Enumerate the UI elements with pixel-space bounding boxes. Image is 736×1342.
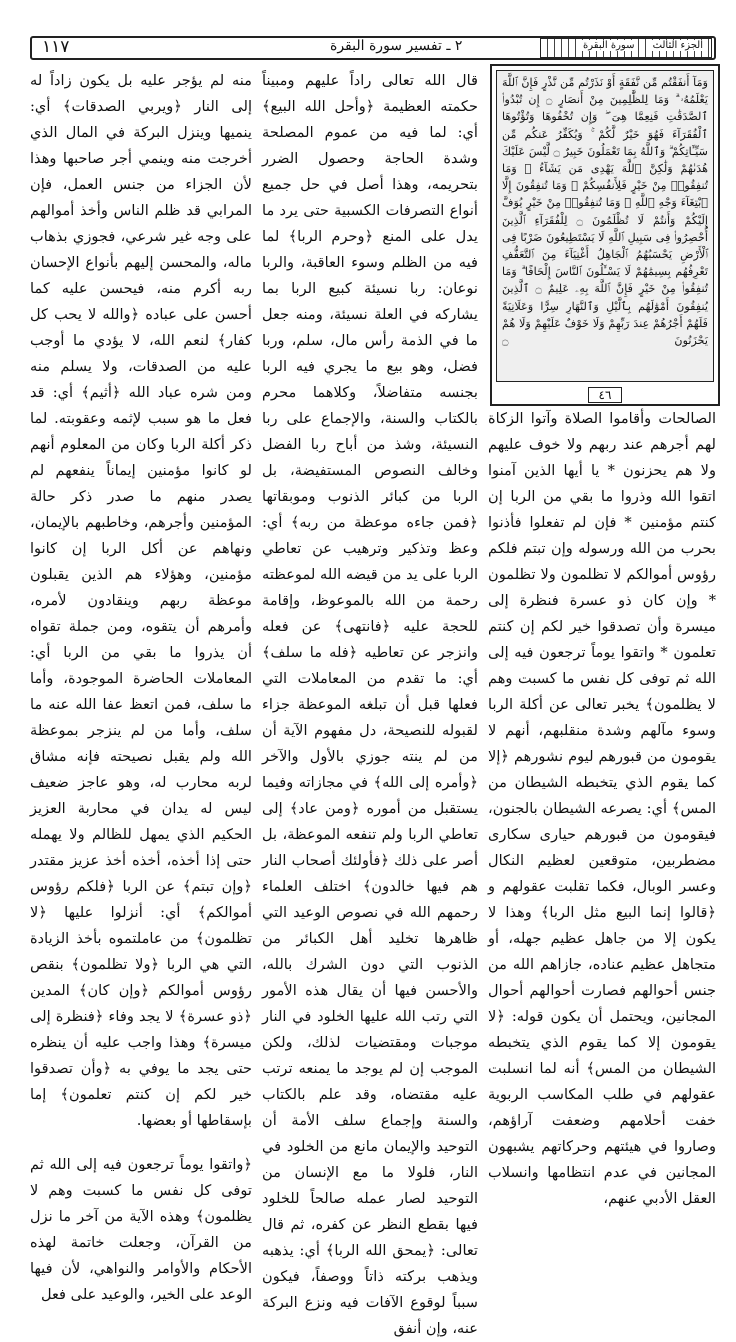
column-right-text: الصالحات وأقاموا الصلاة وآتوا الزكاة لهم أجرهم عند ربهم ولا خوف عليهم ولا هم يحزنون * يا أيها الذين آمنوا اتقوا الله وذروا ما بقي من الربا إن كنتم مؤمنين * فإن لم تفعلوا فأذنوا بحرب من الله ورسوله وإن تبتم فلكم رؤوس أموالكم لا تظلمون ولا تظلمون * وإن كان ذو عسرة فنظرة إلى ميسرة وأن تصدقوا خير لكم إن كنتم تعلمون * واتقوا يوماً ترجعون فيه إلى الله ثم توفى كل نفس ما كسبت وهم لا يظلمون﴾ يخبر تعالى عن أكلة الربا وسوء مآلهم وشدة منقلبهم، أنهم لا يقومون من قبورهم ليوم نشورهم ﴿إلا كما يقوم الذي يتخبطه الشيطان من المس﴾ أي: يصرعه الشيطان بالجنون، فيقومون من قبورهم حيارى سكارى مضطربين، متوقعين لعظيم النكال وعسر الوبال، فكما تقلبت عقولهم و ﴿قالوا إنما البيع مثل الربا﴾ وهذا لا يكون إلا من جاهل عظيم جهله، أو متجاهل عظيم عناده، جازاهم الله من جنس أحوالهم فصارت أحوالهم أحوال المجانين، ويحتمل أن يكون قوله: ﴿لا يقومون إلا كما يقوم الذي يتخبطه الشيطان من المس﴾ أنه لما انسلبت عقولهم في طلب المكاسب الربوية خفت أحلامهم وضعفت آراؤهم، وصاروا في هيئتهم وحركاتهم يشبهون المجانين في عدم انتظامها وانسلاب العقل الأدبي عنهم، <box>488 410 716 1207</box>
ornament-label-juz: الجزء الثالث <box>652 40 703 51</box>
quran-verses-panel <box>496 70 714 382</box>
quran-verses-text: وَمَآ أَنفَقْتُم مِّن نَّفَقَةٍ أَوْ نَذَرْتُم مِّن نَّذْرٍ فَإِنَّ ٱللَّهَ يَعْلَمُهُۥ ۗ وَمَا لِلظَّٰلِمِينَ مِنْ أَنصَارٍ ۝ إِن تُبْدُوا۟ ٱلصَّدَقَٰتِ فَنِعِمَّا هِىَ ۖ وَإِن تُخْفُوهَا وَتُؤْتُوهَا ٱلْفُقَرَآءَ فَهُوَ خَيْرٌ لَّكُمْ ۚ وَيُكَفِّرُ عَنكُم مِّن سَيِّـَٔاتِكُمْ ۗ وَٱللَّهُ بِمَا تَعْمَلُونَ خَبِيرٌ ۝ لَّيْسَ عَلَيْكَ هُدَىٰهُمْ وَلَٰكِنَّ ٱللَّهَ يَهْدِى مَن يَشَآءُ ۗ وَمَا تُنفِقُوا۟ مِنْ خَيْرٍ فَلِأَنفُسِكُمْ ۚ وَمَا تُنفِقُونَ إِلَّا ٱبْتِغَآءَ وَجْهِ ٱللَّهِ ۚ وَمَا تُنفِقُوا۟ مِنْ خَيْرٍ يُوَفَّ إِلَيْكُمْ وَأَنتُمْ لَا تُظْلَمُونَ ۝ لِلْفُقَرَآءِ ٱلَّذِينَ أُحْصِرُوا۟ فِى سَبِيلِ ٱللَّهِ لَا يَسْتَطِيعُونَ ضَرْبًا فِى ٱلْأَرْضِ يَحْسَبُهُمُ ٱلْجَاهِلُ أَغْنِيَآءَ مِنَ ٱلتَّعَفُّفِ تَعْرِفُهُم بِسِيمَٰهُمْ لَا يَسْـَٔلُونَ ٱلنَّاسَ إِلْحَافًا ۗ وَمَا تُنفِقُوا۟ مِنْ خَيْرٍ فَإِنَّ ٱللَّهَ بِهِۦ عَلِيمٌ ۝ ٱلَّذِينَ يُنفِقُونَ أَمْوَٰلَهُم بِٱلَّيْلِ وَٱلنَّهَارِ سِرًّا وَعَلَانِيَةً فَلَهُمْ أَجْرُهُمْ عِندَ رَبِّهِمْ وَلَا خَوْفٌ عَلَيْهِمْ وَلَا هُمْ يَحْزَنُونَ ۝ <box>502 76 709 348</box>
quran-verses-box <box>490 64 720 406</box>
header-ornament <box>540 38 712 58</box>
column-left-text: منه لم يؤجر عليه بل يكون زاداً له إلى النار ﴿ويربي الصدقات﴾ أي: ينميها وينزل البركة في المال الذي أخرجت منه وينمي أجر صاحبها وهذا لأن الجزاء من جنس العمل، فإن المرابي قد ظلم الناس وأخذ أموالهم على وجه غير شرعي، فجوزي بذهاب ماله، والمحسن إليهم بأنواع الإحسان ربه أكرم منه، فيحسن عليه كما أحسن على عباده ﴿والله لا يحب كل كفار﴾ لنعم الله، لا يؤدي ما أوجب عليه من الصدقات، ولا يسلم منه ومن شره عباد الله ﴿أثيم﴾ أي: قد فعل ما هو سبب لإثمه وعقوبته. لما ذكر أكلة الربا وكان من المعلوم أنهم لو كانوا مؤمنين إيماناً ينفعهم لم يصدر منهم ما صدر ذكر حالة المؤمنين وأجرهم، وخاطبهم بالإيمان، ونهاهم عن أكل الربا إن كانوا مؤمنين، وهؤلاء هم الذين يقبلون موعظة ربهم وينقادون لأمره، وأمرهم أن يتقوه، ومن جملة تقواه أن يذروا ما بقي من الربا أي: المعاملات الحاضرة الموجودة، وأما ما سلف، فمن اتعظ عفا الله عنه ما سلف، وأما من لم ينزجر بموعظة الله ولم يقبل نصيحته فإنه مشاق لربه محارب له، وهو عاجز ضعيف ليس له يدان في محاربة العزيز الحكيم الذي يمهل للظالم ولا يهمله حتى إذا أخذه، أخذه أخذ عزيز مقتدر ﴿وإن تبتم﴾ عن الربا ﴿فلكم رؤوس أموالكم﴾ أي: أنزلوا عليها ﴿لا تظلمون﴾ من عاملتموه بأخذ الزيادة التي هي الربا ﴿ولا تظلمون﴾ بنقص رؤوس أموالكم ﴿وإن كان﴾ المدين ﴿ذو عسرة﴾ لا يجد وفاء ﴿فنظرة إلى ميسرة﴾ وهذا واجب عليه أن ينظره حتى يجد ما يوفي به ﴿وأن تصدقوا خير لكم إن كنتم تعلمون﴾ إما بإسقاطها أو بعضها. <box>30 72 252 1129</box>
page-number: ١١٧ <box>42 37 70 57</box>
mushaf-page-number <box>492 388 718 402</box>
column-left-text-2: ﴿واتقوا يوماً ترجعون فيه إلى الله ثم توفى كل نفس ما كسبت وهم لا يظلمون﴾ وهذه الآية من آخر ما نزل من القرآن، وجعلت خاتمة لهذه الأحكام والأوامر والنواهي، لأن فيها الوعد على الخير، والوعيد على فعل <box>30 1156 252 1303</box>
column-middle-text: قال الله تعالى راداً عليهم ومبيناً حكمته العظيمة ﴿وأحل الله البيع﴾ أي: لما فيه من عموم المصلحة وشدة الحاجة وحصول الضرر بتحريمه، وهذا أصل في حل جميع أنواع التصرفات الكسبية حتى يرد ما يدل على المنع ﴿وحرم الربا﴾ لما فيه من الظلم وسوء العاقبة، والربا نوعان: ربا نسيئة كبيع الربا بما يشاركه في العلة نسيئة، ومنه جعل ما في الذمة رأس مال، سلم، وربا فضل، وهو بيع ما يجري فيه الربا بجنسه متفاضلاً، وكلاهما محرم بالكتاب والسنة، والإجماع على ربا النسيئة، وشذ من أباح ربا الفضل وخالف النصوص المستفيضة، بل الربا من كبائر الذنوب وموبقاتها ﴿فمن جاءه موعظة من ربه﴾ أي: وعظ وتذكير وترهيب عن تعاطي الربا على يد من قيضه الله لموعظته رحمة من الله بالموعوظ، وإقامة للحجة عليه ﴿فانتهى﴾ عن فعله وانزجر عن تعاطيه ﴿فله ما سلف﴾ أي: ما تقدم من المعاملات التي فعلها قبل أن تبلغه الموعظة جزاء لقبوله للنصيحة، دل مفهوم الآية أن من لم ينته جوزي بالأول والآخر ﴿وأمره إلى الله﴾ في مجازاته وفيما يستقبل من أموره ﴿ومن عاد﴾ إلى تعاطي الربا ولم تنفعه الموعظة، بل أصر على ذلك ﴿فأولئك أصحاب النار هم فيها خالدون﴾ اختلف العلماء رحمهم الله في نصوص الوعيد التي ظاهرها تخليد أهل الكبائر من الذنوب التي دون الشرك بالله، والأحسن فيها أن يقال هذه الأمور التي رتب الله عليها الخلود في النار موجبات ومقتضيات لذلك، ولكن الموجب إن لم يوجد ما يمنعه ترتب عليه مقتضاه، وقد علم بالكتاب والسنة وإجماع سلف الأمة أن التوحيد والإيمان مانع من الخلود في النار، فلولا ما مع الإنسان من التوحيد لصار عمله صالحاً للخلود فيها بقطع النظر عن كفره، ثم قال تعالى: ﴿يمحق الله الربا﴾ أي: يذهبه ويذهب بركته ذاتاً ووصفاً، فيكون سبباً لوقوع الآفات فيه ونزع البركة عنه، وإن أنفق <box>262 72 478 1337</box>
column-right <box>488 406 716 1207</box>
column-middle <box>262 68 478 1337</box>
running-title: ٢ ـ تفسير سورة البقرة <box>330 38 463 54</box>
ornament-label-surah: سورة البقرة <box>583 40 635 51</box>
page-header <box>30 36 716 60</box>
column-left <box>30 68 252 1303</box>
paragraph-gap <box>30 1134 252 1152</box>
mushaf-page-label: ٤٦ <box>588 387 623 403</box>
